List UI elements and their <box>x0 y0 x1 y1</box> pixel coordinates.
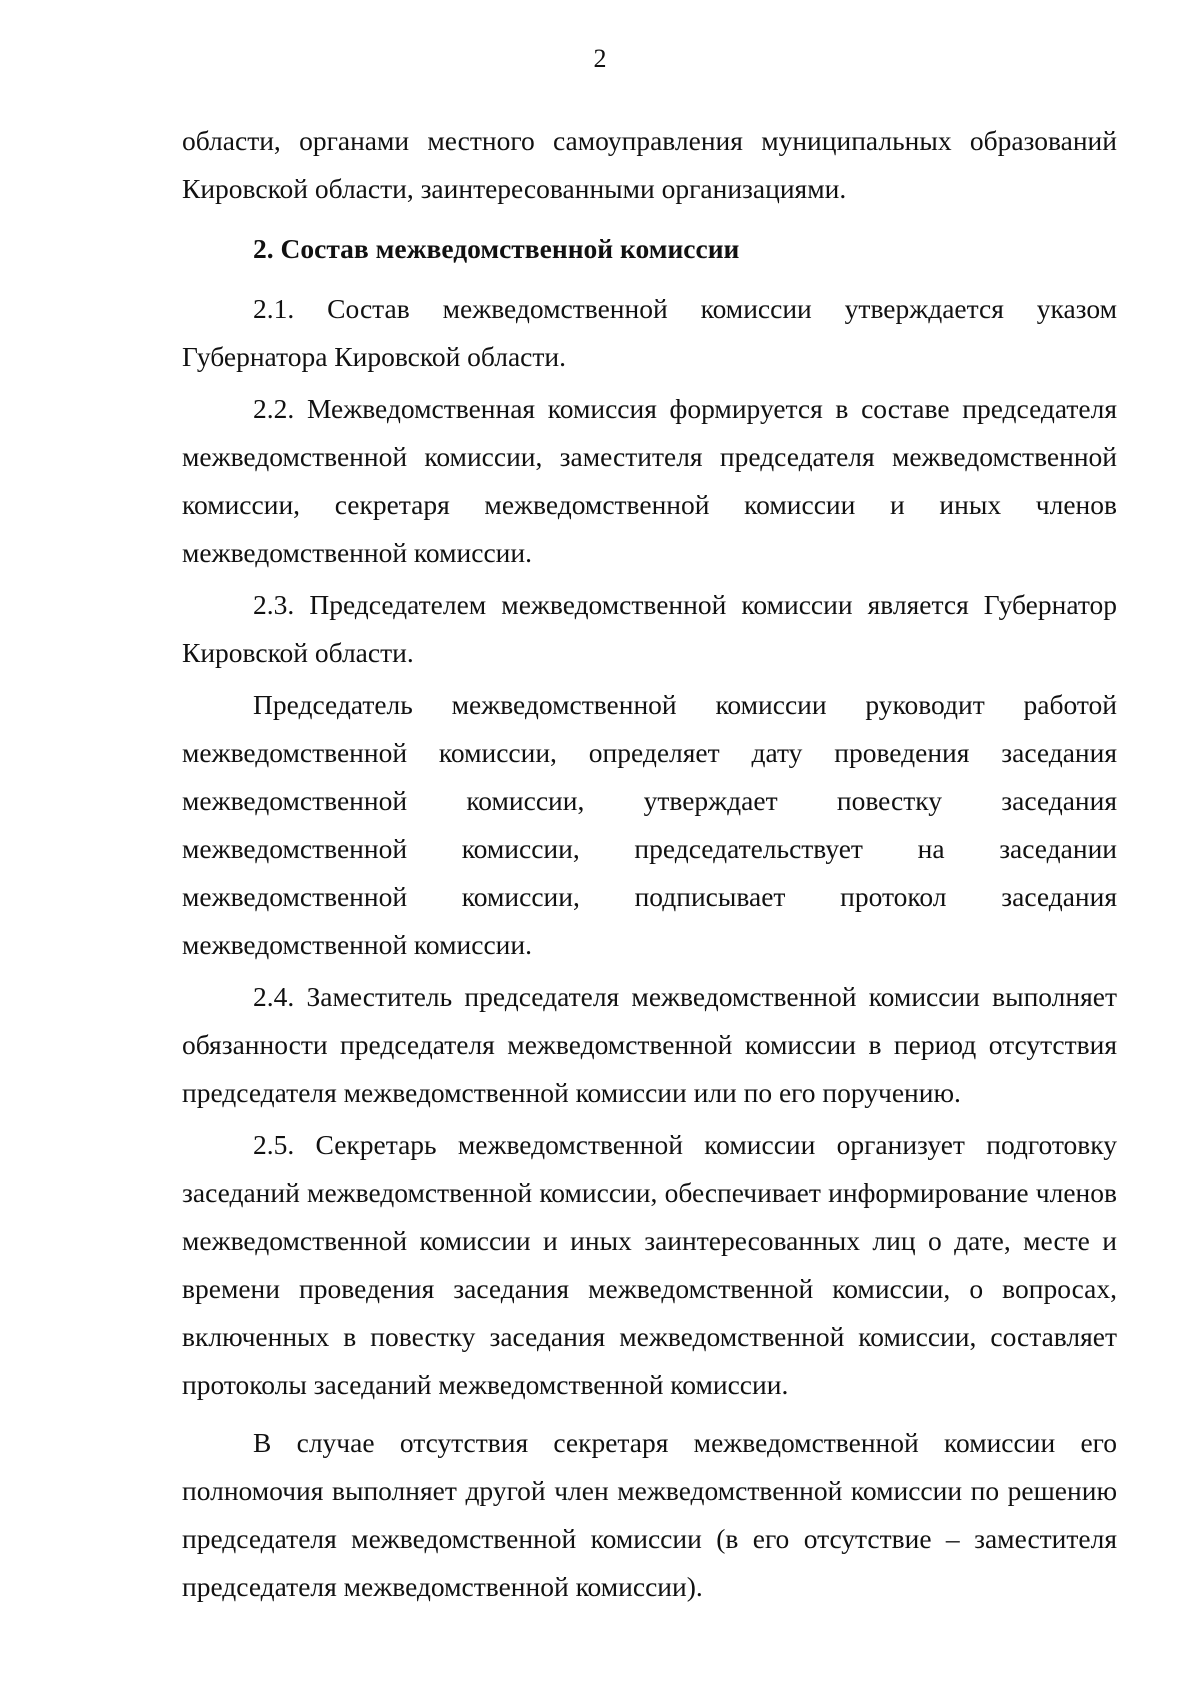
section-heading: 2. Состав межведомственной комиссии <box>253 233 740 264</box>
paragraph-2-3: 2.3. Председателем межведомственной комиссии является Губернатор Кировской области. <box>182 589 1117 668</box>
paragraph-2-2: 2.2. Межведомственная комиссия формируется в составе председателя межведомственной комиссии, заместителя председателя межведомственной комиссии, секретаря межведомственной комиссии и иных членов межведомственной комиссии. <box>182 393 1117 568</box>
intro-paragraph: области, органами местного самоуправления муниципальных образований Кировской области, заинтересованными организациями. <box>182 125 1117 204</box>
document-body <box>182 117 1117 1615</box>
paragraph-2-1: 2.1. Состав межведомственной комиссии утверждается указом Губернатора Кировской области. <box>182 293 1117 372</box>
paragraph-secretary-absence: В случае отсутствия секретаря межведомственной комиссии его полномочия выполняет другой член межведомственной комиссии по решению председателя межведомственной комиссии (в его отсутствие – заместителя председателя межведомственной комиссии). <box>182 1427 1117 1602</box>
paragraph-chairman-duties: Председатель межведомственной комиссии руководит работой межведомственной комиссии, определяет дату проведения заседания межведомственной комиссии, утверждает повестку заседания межведомственной комиссии, председательствует на заседании межведомственной комиссии, подписывает протокол заседания межведомственной комиссии. <box>182 689 1117 960</box>
paragraph-2-4: 2.4. Заместитель председателя межведомственной комиссии выполняет обязанности председателя межведомственной комиссии в период отсутствия председателя межведомственной комиссии или по его поручению. <box>182 981 1117 1108</box>
page-number: 2 <box>593 44 607 73</box>
paragraph-2-5: 2.5. Секретарь межведомственной комиссии организует подготовку заседаний межведомственной комиссии, обеспечивает информирование членов межведомственной комиссии и иных заинтересованных лиц о дате, месте и времени проведения заседания межведомственной комиссии, о вопросах, включенных в повестку заседания межведомственной комиссии, составляет протоколы заседаний межведомственной комиссии. <box>182 1129 1117 1400</box>
